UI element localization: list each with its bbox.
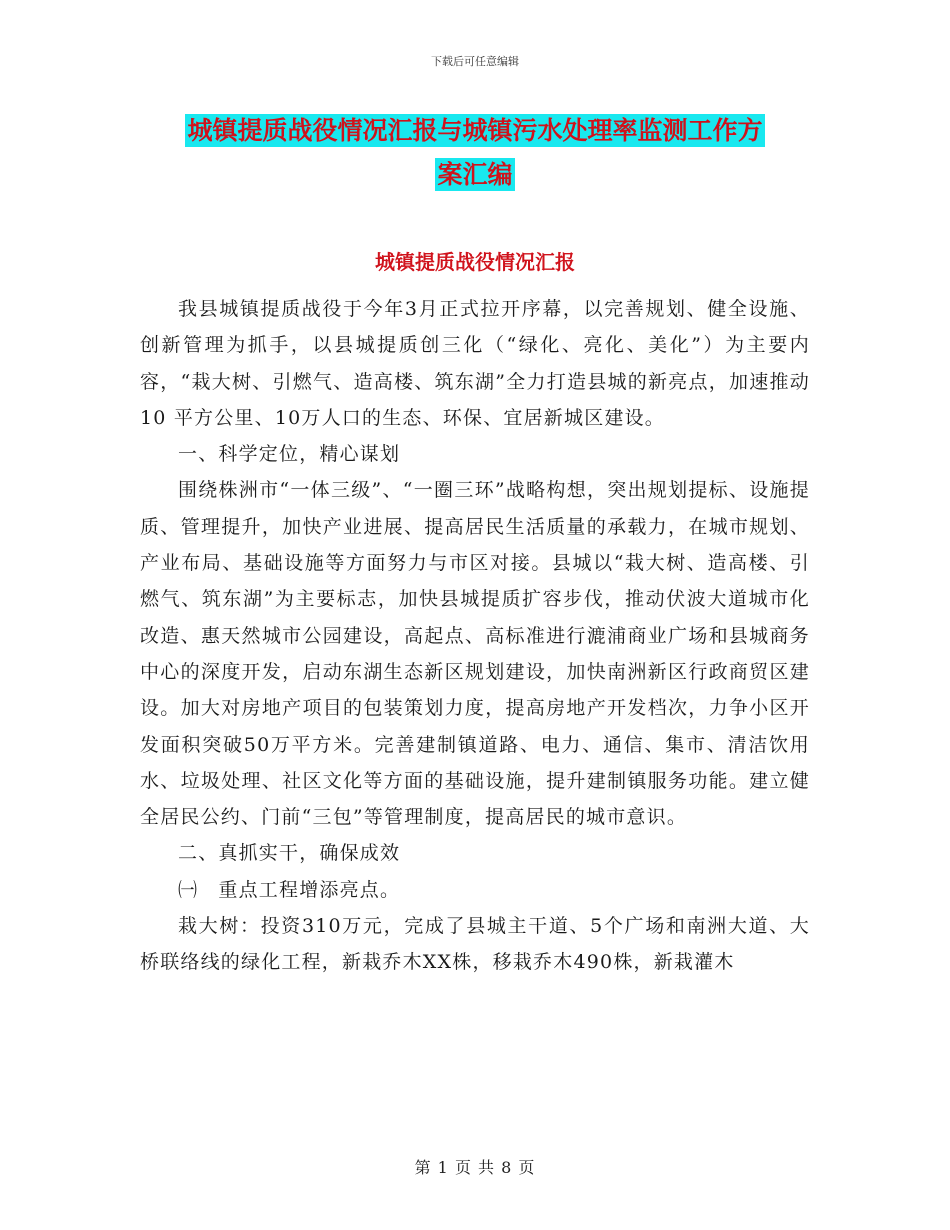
document-title-text-1: 城镇提质战役情况汇报与城镇污水处理率监测工作方 xyxy=(187,116,763,145)
section-heading: 一、科学定位，精心谋划 xyxy=(178,443,401,466)
document-title-text-2: 案汇编 xyxy=(437,160,513,189)
section-subtitle: 城镇提质战役情况汇报 xyxy=(375,250,575,274)
document-title-line-1 xyxy=(140,108,810,154)
section-heading: 二、真抓实干，确保成效 xyxy=(178,842,401,865)
body-paragraph: 栽大树：投资310万元，完成了县城主干道、5个广场和南洲大道、大桥联络线的绿化工程，新栽乔木XX株，移栽乔木490株，新栽灌木 xyxy=(140,915,810,974)
body-paragraph: 我县城镇提质战役于今年3月正式拉开序幕，以完善规划、健全设施、创新管理为抓手，以县城提质创三化（“绿化、亮化、美化”）为主要内容，“栽大树、引燃气、造高楼、筑东湖”全力打造县城的新亮点，加速推动10 平方公里、10万人口的生态、环保、宜居新城区建设。 xyxy=(140,298,810,429)
page-header-note: 下载后可任意编辑 xyxy=(431,55,519,68)
document-title-line-2 xyxy=(140,152,810,198)
body-paragraph: 围绕株洲市“一体三级”、“一圈三环”战略构想，突出规划提标、设施提质、管理提升，加快产业进展、提高居民生活质量的承载力，在城市规划、产业布局、基础设施等方面努力与市区对接。县城以“栽大树、造高楼、引燃气、筑东湖”为主要标志，加快县城提质扩容步伐，推动伏波大道城市化改造、惠天然城市公园建设，高起点、高标准进行漉浦商业广场和县城商务中心的深度开发，启动东湖生态新区规划建设，加快南洲新区行政商贸区建设。加大对房地产项目的包装策划力度，提高房地产开发档次，力争小区开发面积突破50万平方米。完善建制镇道路、电力、通信、集市、清洁饮用水、垃圾处理、社区文化等方面的基础设施，提升建制镇服务功能。建立健全居民公约、门前“三包”等管理制度，提高居民的城市意识。 xyxy=(140,479,810,829)
page-number-footer: 第 1 页 共 8 页 xyxy=(414,1158,536,1177)
subsection-heading: ㈠ 重点工程增添亮点。 xyxy=(178,878,401,901)
document-body xyxy=(140,291,810,981)
